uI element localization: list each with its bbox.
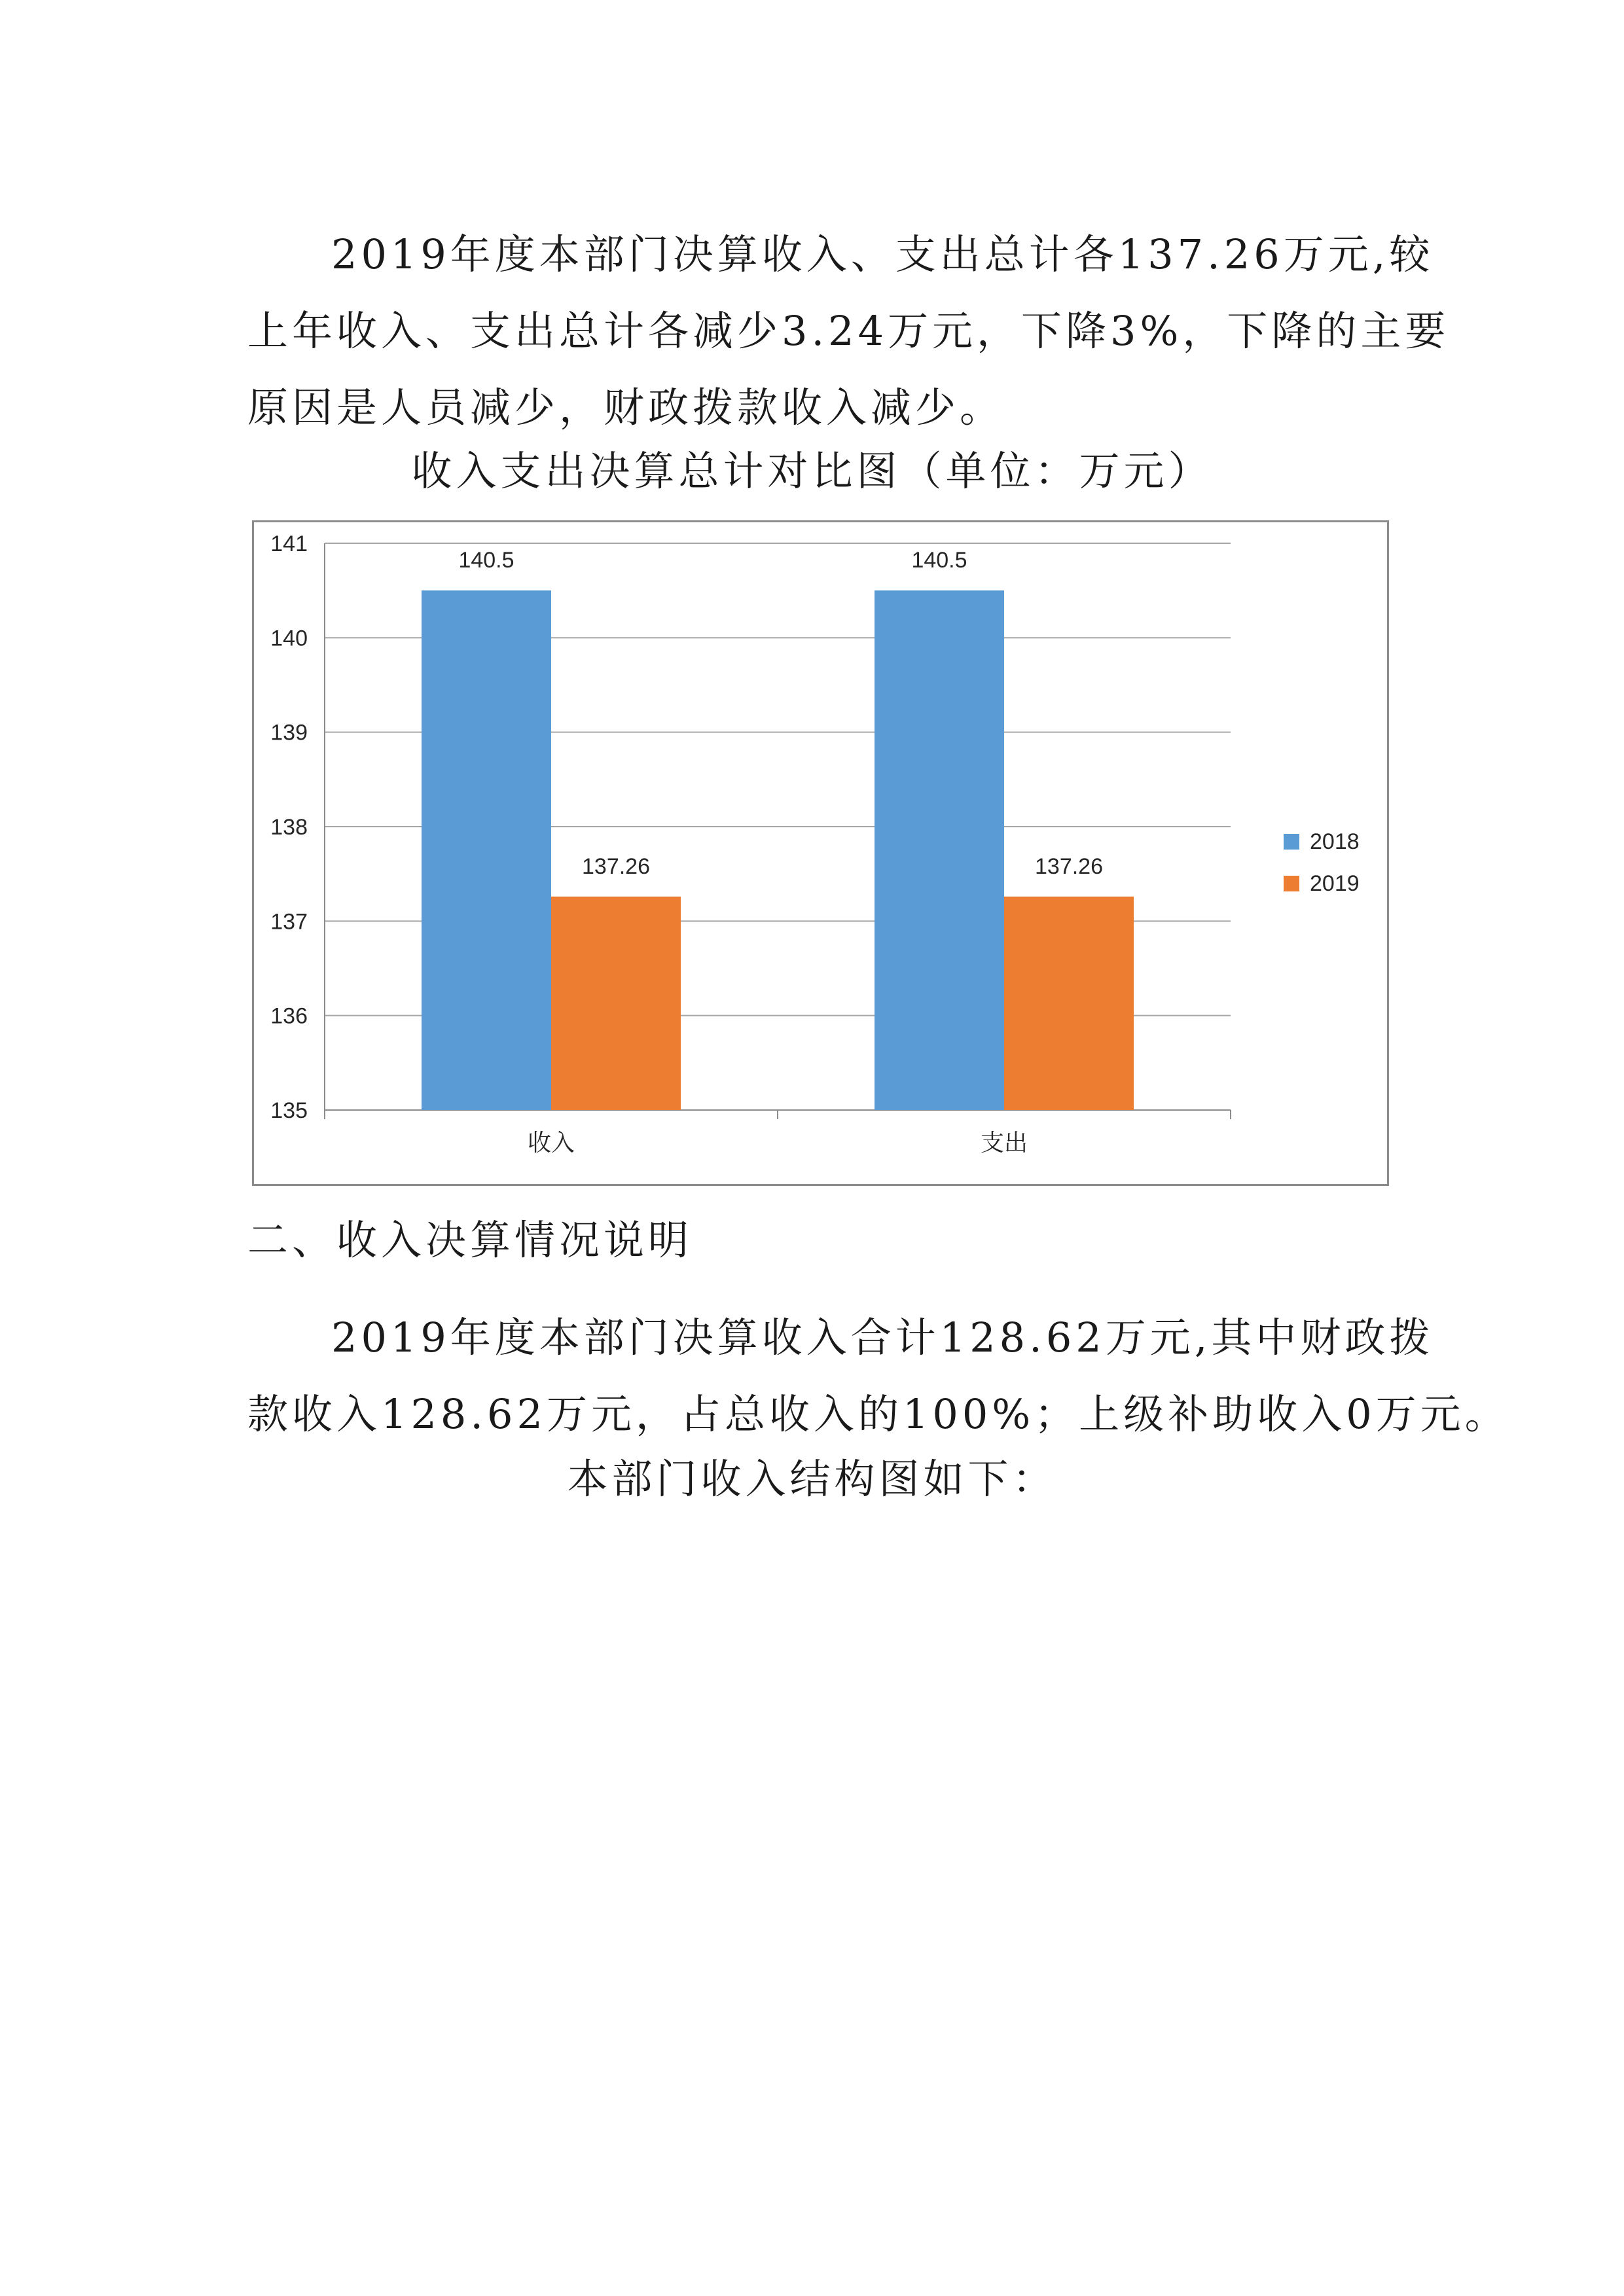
bar-chart-svg [254,522,1391,1188]
bar-2019 [1004,897,1134,1110]
paragraph-line: 原因是人员减少，财政拨款收入减少。 [247,384,1005,431]
y-tick-label: 141 [270,531,308,556]
chart-caption: 收入支出决算总计对比图（单位：万元） [411,447,1213,495]
paragraph-income-expense-summary [247,216,1450,446]
paragraph-line: 2019年度本部门决算收入、支出总计各137.26万元,较 [331,230,1434,278]
y-tick-label: 140 [270,626,308,651]
income-structure-caption: 本部门收入结构图如下： [567,1455,1057,1503]
y-tick-label: 138 [270,815,308,840]
y-tick-label: 137 [270,909,308,935]
y-tick-label: 136 [270,1003,308,1029]
legend-swatch-2018 [1284,834,1299,850]
data-label: 140.5 [458,548,514,573]
data-label: 137.26 [1035,853,1103,879]
bar-chart [252,520,1389,1186]
data-label: 137.26 [582,853,650,879]
legend-swatch-2019 [1284,876,1299,891]
x-category-label: 收入 [527,1129,575,1156]
bar-2019 [551,897,681,1110]
y-tick-label: 135 [270,1098,308,1123]
data-label: 140.5 [911,548,967,573]
paragraph-line: 上年收入、支出总计各减少3.24万元，下降3%，下降的主要 [247,307,1450,355]
legend-label: 2019 [1310,871,1360,896]
paragraph-line: 款收入128.62万元，占总收入的100%；上级补助收入0万元。 [247,1390,1509,1438]
paragraph-line: 2019年度本部门决算收入合计128.62万元,其中财政拨 [331,1314,1434,1361]
section-heading: 二、收入决算情况说明 [247,1216,693,1264]
bar-2018 [875,590,1004,1110]
x-category-label: 支出 [980,1129,1028,1156]
paragraph-income-detail [247,1299,1509,1452]
legend-label: 2018 [1310,829,1360,854]
y-tick-label: 139 [270,720,308,745]
bar-2018 [422,590,551,1110]
